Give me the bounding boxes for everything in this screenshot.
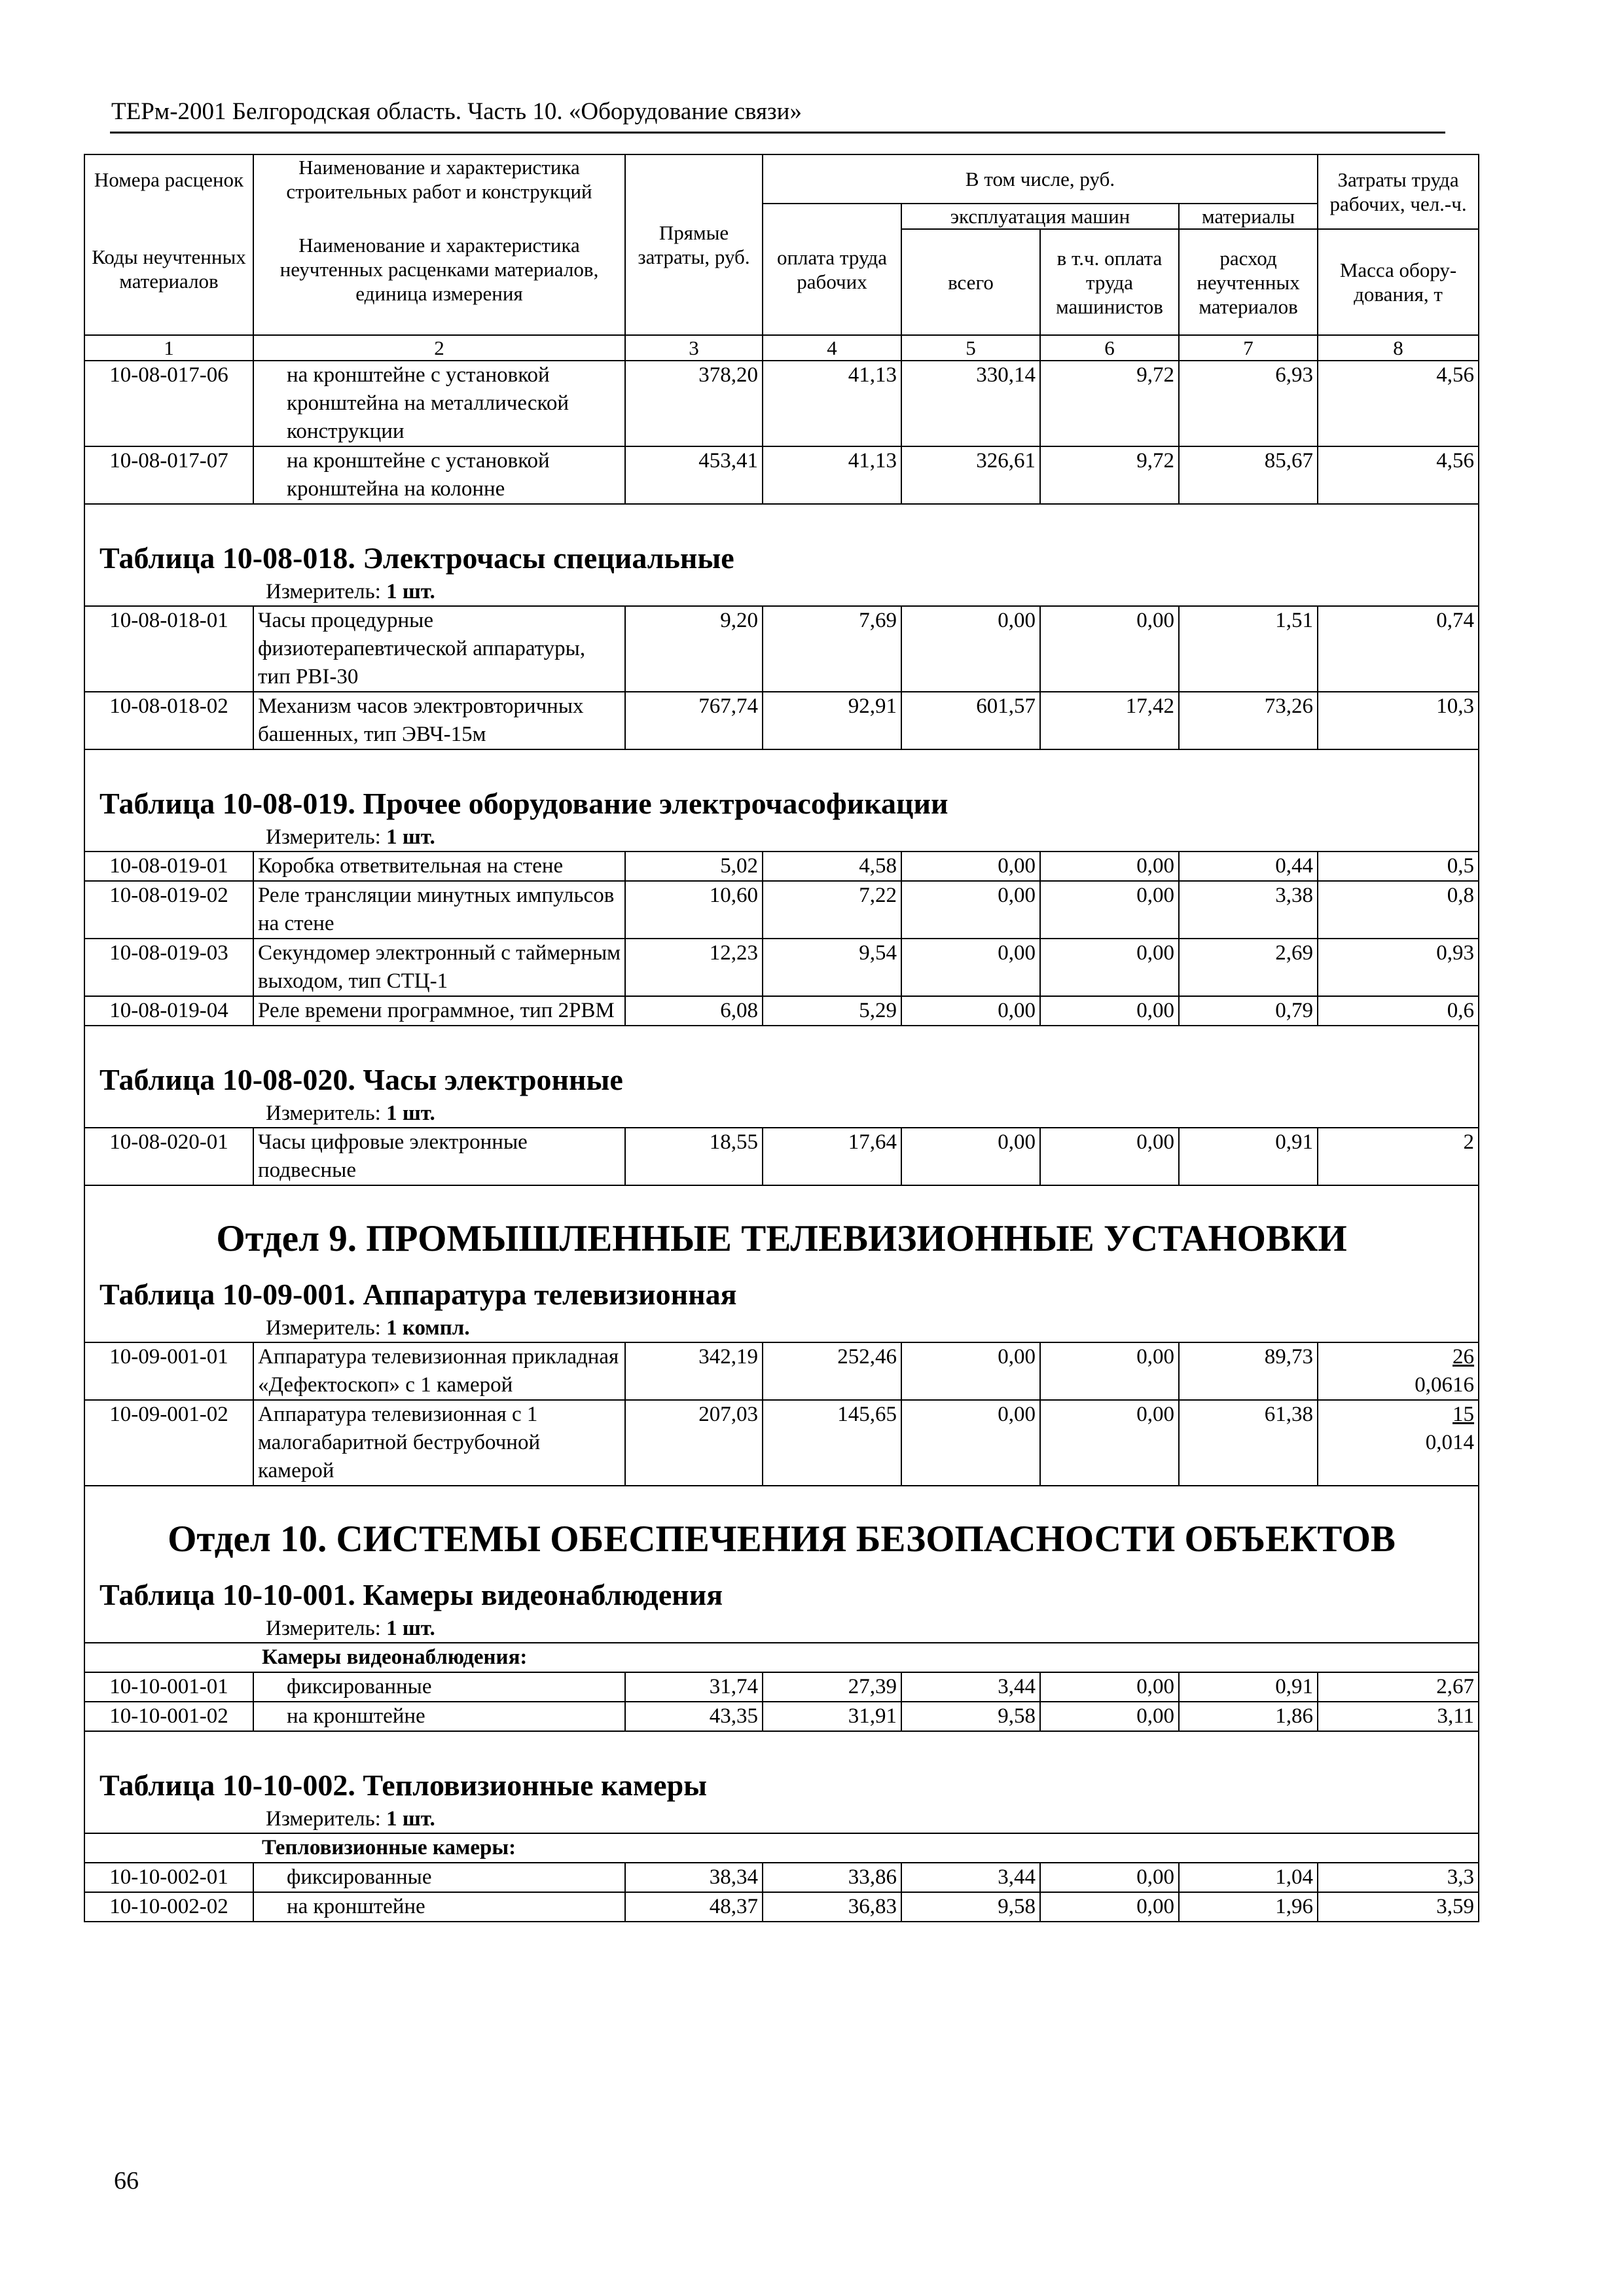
labor-costs: 0,8 [1318,881,1479,939]
machines-total: 0,00 [901,852,1040,881]
table-row [84,361,1479,446]
col-number: 4 [763,335,901,361]
col-number: 8 [1318,335,1479,361]
materials: 89,73 [1179,1342,1318,1400]
worker-pay: 41,13 [763,446,901,504]
col-header-worker-pay: оплата труда рабочих [763,204,901,335]
machinist-pay: 0,00 [1040,606,1179,692]
machines-total: 0,00 [901,1342,1040,1400]
machinist-pay: 0,00 [1040,939,1179,996]
direct-costs: 10,60 [625,881,763,939]
machinist-pay: 0,00 [1040,1342,1179,1400]
machines-total: 3,44 [901,1863,1040,1892]
col-header-material-codes: Коды неучтенных материалов [84,204,253,335]
direct-costs: 6,08 [625,996,763,1026]
machinist-pay: 17,42 [1040,692,1179,749]
measure-label: Измеритель: [266,825,381,849]
measure-label: Измеритель: [266,1807,381,1831]
rate-code: 10-08-018-01 [84,606,253,692]
machines-total: 0,00 [901,1400,1040,1486]
measure-value: 1 шт. [386,825,435,849]
labor-costs: 4,56 [1318,361,1479,446]
labor-costs: 0,6 [1318,996,1479,1026]
measure-row [84,823,1479,852]
direct-costs: 5,02 [625,852,763,881]
materials: 1,51 [1179,606,1318,692]
table-row [84,852,1479,881]
col-header-direct-costs: Прямые затраты, руб. [625,154,763,335]
col-number: 5 [901,335,1040,361]
measure-unit [84,1314,1479,1342]
labor-and-mass [1318,1400,1479,1486]
equipment-mass: 0,014 [1425,1431,1475,1454]
col-number: 2 [253,335,625,361]
machines-total: 601,57 [901,692,1040,749]
measure-label: Измеритель: [266,1102,381,1125]
materials: 1,96 [1179,1892,1318,1922]
worker-pay: 9,54 [763,939,901,996]
rate-code: 10-09-001-01 [84,1342,253,1400]
rate-name: Механизм часов электровторичных башенных, тип ЭВЧ-15м [253,692,625,749]
rate-code: 10-08-017-07 [84,446,253,504]
col-header-total: всего [901,229,1040,335]
machines-total: 0,00 [901,996,1040,1026]
subheading-row [84,1833,1479,1863]
section-title: Отдел 9. ПРОМЫШЛЕННЫЕ ТЕЛЕВИЗИОННЫЕ УСТАНОВКИ [84,1185,1479,1266]
section-title-row [84,1185,1479,1266]
col-header-labor-costs: Затраты труда рабочих, чел.-ч. [1318,154,1479,229]
col-header-including: В том числе, руб. [763,154,1318,204]
measure-unit [84,578,1479,606]
col-number: 1 [84,335,253,361]
machines-total: 9,58 [901,1892,1040,1922]
direct-costs: 378,20 [625,361,763,446]
rate-code: 10-10-002-02 [84,1892,253,1922]
labor-costs: 10,3 [1318,692,1479,749]
materials: 0,79 [1179,996,1318,1026]
col-header-work-name: Наименование и характеристика строительных работ и конструкций [253,154,625,204]
header-rule [110,132,1445,134]
header-row-1 [84,154,1479,204]
table-row [84,939,1479,996]
measure-unit [84,1100,1479,1128]
col-header-machinist-pay: в т.ч. оплата труда машинистов [1040,229,1179,335]
direct-costs: 767,74 [625,692,763,749]
machinist-pay: 0,00 [1040,996,1179,1026]
table-row [84,1672,1479,1702]
direct-costs: 38,34 [625,1863,763,1892]
equipment-mass: 0,0616 [1415,1373,1475,1397]
table-title: Таблица 10-10-001. Камеры видеонаблюдения [84,1566,1479,1615]
worker-pay: 27,39 [763,1672,901,1702]
measure-value: 1 шт. [386,1102,435,1125]
table-title-row [84,504,1479,578]
col-header-equipment-mass: Масса обору-дования, т [1318,229,1479,335]
measure-label: Измеритель: [266,1316,381,1340]
rate-name: Коробка ответвительная на стене [253,852,625,881]
machinist-pay: 0,00 [1040,1128,1179,1185]
table-title-row [84,1731,1479,1805]
measure-value: 1 шт. [386,1617,435,1640]
measure-row [84,1100,1479,1128]
machinist-pay: 0,00 [1040,1702,1179,1731]
machines-total: 0,00 [901,939,1040,996]
machinist-pay: 0,00 [1040,881,1179,939]
worker-pay: 7,22 [763,881,901,939]
col-header-machines: эксплуатация машин [901,204,1179,229]
labor-costs: 3,59 [1318,1892,1479,1922]
table-title-row [84,1566,1479,1615]
subheading-row [84,1643,1479,1672]
labor-costs: 2,67 [1318,1672,1479,1702]
machines-total: 0,00 [901,1128,1040,1185]
direct-costs: 12,23 [625,939,763,996]
measure-row [84,1615,1479,1643]
table-title: Таблица 10-09-001. Аппаратура телевизионная [84,1266,1479,1314]
worker-pay: 252,46 [763,1342,901,1400]
machinist-pay: 0,00 [1040,1400,1179,1486]
table-row [84,1342,1479,1400]
materials: 0,91 [1179,1672,1318,1702]
worker-pay: 4,58 [763,852,901,881]
rate-name: на кронштейне с установкой кронштейна на колонне [253,446,625,504]
table-title: Таблица 10-08-019. Прочее оборудование электрочасофикации [84,749,1479,823]
worker-pay: 31,91 [763,1702,901,1731]
rate-name: Аппаратура телевизионная прикладная «Дефектоскоп» с 1 камерой [253,1342,625,1400]
machinist-pay: 0,00 [1040,1863,1179,1892]
group-subheading: Камеры видеонаблюдения: [84,1643,1479,1672]
page-number: 66 [114,2167,139,2195]
direct-costs: 342,19 [625,1342,763,1400]
rate-code: 10-08-017-06 [84,361,253,446]
rate-code: 10-08-019-04 [84,996,253,1026]
column-numbers-row [84,335,1479,361]
machines-total: 330,14 [901,361,1040,446]
rate-code: 10-10-002-01 [84,1863,253,1892]
direct-costs: 207,03 [625,1400,763,1486]
table-row [84,1400,1479,1486]
table-title-row [84,1026,1479,1100]
measure-value: 1 компл. [386,1316,470,1340]
table-row [84,996,1479,1026]
worker-pay: 145,65 [763,1400,901,1486]
table-title: Таблица 10-10-002. Тепловизионные камеры [84,1731,1479,1805]
materials: 1,04 [1179,1863,1318,1892]
worker-pay: 5,29 [763,996,901,1026]
worker-pay: 92,91 [763,692,901,749]
table-title: Таблица 10-08-018. Электрочасы специальные [84,504,1479,578]
worker-pay: 17,64 [763,1128,901,1185]
worker-pay: 7,69 [763,606,901,692]
machines-total: 326,61 [901,446,1040,504]
measure-label: Измеритель: [266,580,381,603]
rate-name: Реле времени программное, тип 2РВМ [253,996,625,1026]
section-title: Отдел 10. СИСТЕМЫ ОБЕСПЕЧЕНИЯ БЕЗОПАСНОСТИ ОБЪЕКТОВ [84,1486,1479,1566]
col-number: 7 [1179,335,1318,361]
table-title-row [84,1266,1479,1314]
rate-name: Часы процедурные физиотерапевтической аппаратуры, тип РВI-30 [253,606,625,692]
materials: 2,69 [1179,939,1318,996]
labor-costs: 0,5 [1318,852,1479,881]
rate-name: Секундомер электронный с таймерным выходом, тип СТЦ-1 [253,939,625,996]
page-header: ТЕРм-2001 Белгородская область. Часть 10. «Оборудование связи» [111,98,802,125]
col-number: 6 [1040,335,1179,361]
labor-costs: 26 [1453,1345,1475,1369]
rate-code: 10-10-001-01 [84,1672,253,1702]
rate-name: Аппаратура телевизионная с 1 малогабаритной беструбочной камерой [253,1400,625,1486]
measure-row [84,1805,1479,1833]
labor-costs: 0,93 [1318,939,1479,996]
materials: 61,38 [1179,1400,1318,1486]
col-header-material-usage: расход неучтенных материалов [1179,229,1318,335]
direct-costs: 453,41 [625,446,763,504]
materials: 3,38 [1179,881,1318,939]
table-row [84,1128,1479,1185]
measure-unit [84,823,1479,852]
rate-name: фиксированные [253,1863,625,1892]
col-header-material-name: Наименование и характеристика неучтенных расценками материалов, единица измерения [253,204,625,335]
table-row [84,1892,1479,1922]
header-row-2 [84,204,1479,229]
rate-name: Реле трансляции минутных импульсов на стене [253,881,625,939]
rate-code: 10-10-001-02 [84,1702,253,1731]
table-title-row [84,749,1479,823]
table-row [84,881,1479,939]
direct-costs: 31,74 [625,1672,763,1702]
section-title-row [84,1486,1479,1566]
worker-pay: 36,83 [763,1892,901,1922]
machines-total: 0,00 [901,881,1040,939]
direct-costs: 43,35 [625,1702,763,1731]
worker-pay: 33,86 [763,1863,901,1892]
rate-name: Часы цифровые электронные подвесные [253,1128,625,1185]
labor-costs: 3,11 [1318,1702,1479,1731]
labor-and-mass [1318,1342,1479,1400]
machinist-pay: 9,72 [1040,446,1179,504]
table-title: Таблица 10-08-020. Часы электронные [84,1026,1479,1100]
materials: 0,91 [1179,1128,1318,1185]
rate-code: 10-08-019-01 [84,852,253,881]
measure-value: 1 шт. [386,580,435,603]
rate-name: на кронштейне [253,1892,625,1922]
labor-costs: 4,56 [1318,446,1479,504]
rate-code: 10-08-018-02 [84,692,253,749]
col-number: 3 [625,335,763,361]
rate-code: 10-09-001-02 [84,1400,253,1486]
table-row [84,446,1479,504]
machinist-pay: 9,72 [1040,361,1179,446]
measure-row [84,1314,1479,1342]
table-row [84,606,1479,692]
materials: 85,67 [1179,446,1318,504]
rate-name: на кронштейне с установкой кронштейна на металлической конструкции [253,361,625,446]
labor-costs: 0,74 [1318,606,1479,692]
direct-costs: 9,20 [625,606,763,692]
rate-name: на кронштейне [253,1702,625,1731]
machines-total: 9,58 [901,1702,1040,1731]
machinist-pay: 0,00 [1040,1672,1179,1702]
materials: 0,44 [1179,852,1318,881]
table-row [84,1702,1479,1731]
machinist-pay: 0,00 [1040,1892,1179,1922]
machinist-pay: 0,00 [1040,852,1179,881]
direct-costs: 18,55 [625,1128,763,1185]
rate-code: 10-08-019-03 [84,939,253,996]
table-row [84,692,1479,749]
rate-name: фиксированные [253,1672,625,1702]
measure-row [84,578,1479,606]
labor-costs: 2 [1318,1128,1479,1185]
materials: 1,86 [1179,1702,1318,1731]
worker-pay: 41,13 [763,361,901,446]
measure-label: Измеритель: [266,1617,381,1640]
col-header-rate-numbers: Номера расценок [84,154,253,204]
rate-code: 10-08-020-01 [84,1128,253,1185]
direct-costs: 48,37 [625,1892,763,1922]
table-row [84,1863,1479,1892]
materials: 6,93 [1179,361,1318,446]
rates-table [84,154,1479,1922]
labor-costs: 3,3 [1318,1863,1479,1892]
measure-unit [84,1805,1479,1833]
rate-code: 10-08-019-02 [84,881,253,939]
measure-unit [84,1615,1479,1643]
group-subheading: Тепловизионные камеры: [84,1833,1479,1863]
machines-total: 3,44 [901,1672,1040,1702]
materials: 73,26 [1179,692,1318,749]
machines-total: 0,00 [901,606,1040,692]
labor-costs: 15 [1453,1403,1475,1426]
measure-value: 1 шт. [386,1807,435,1831]
col-header-materials: материалы [1179,204,1318,229]
